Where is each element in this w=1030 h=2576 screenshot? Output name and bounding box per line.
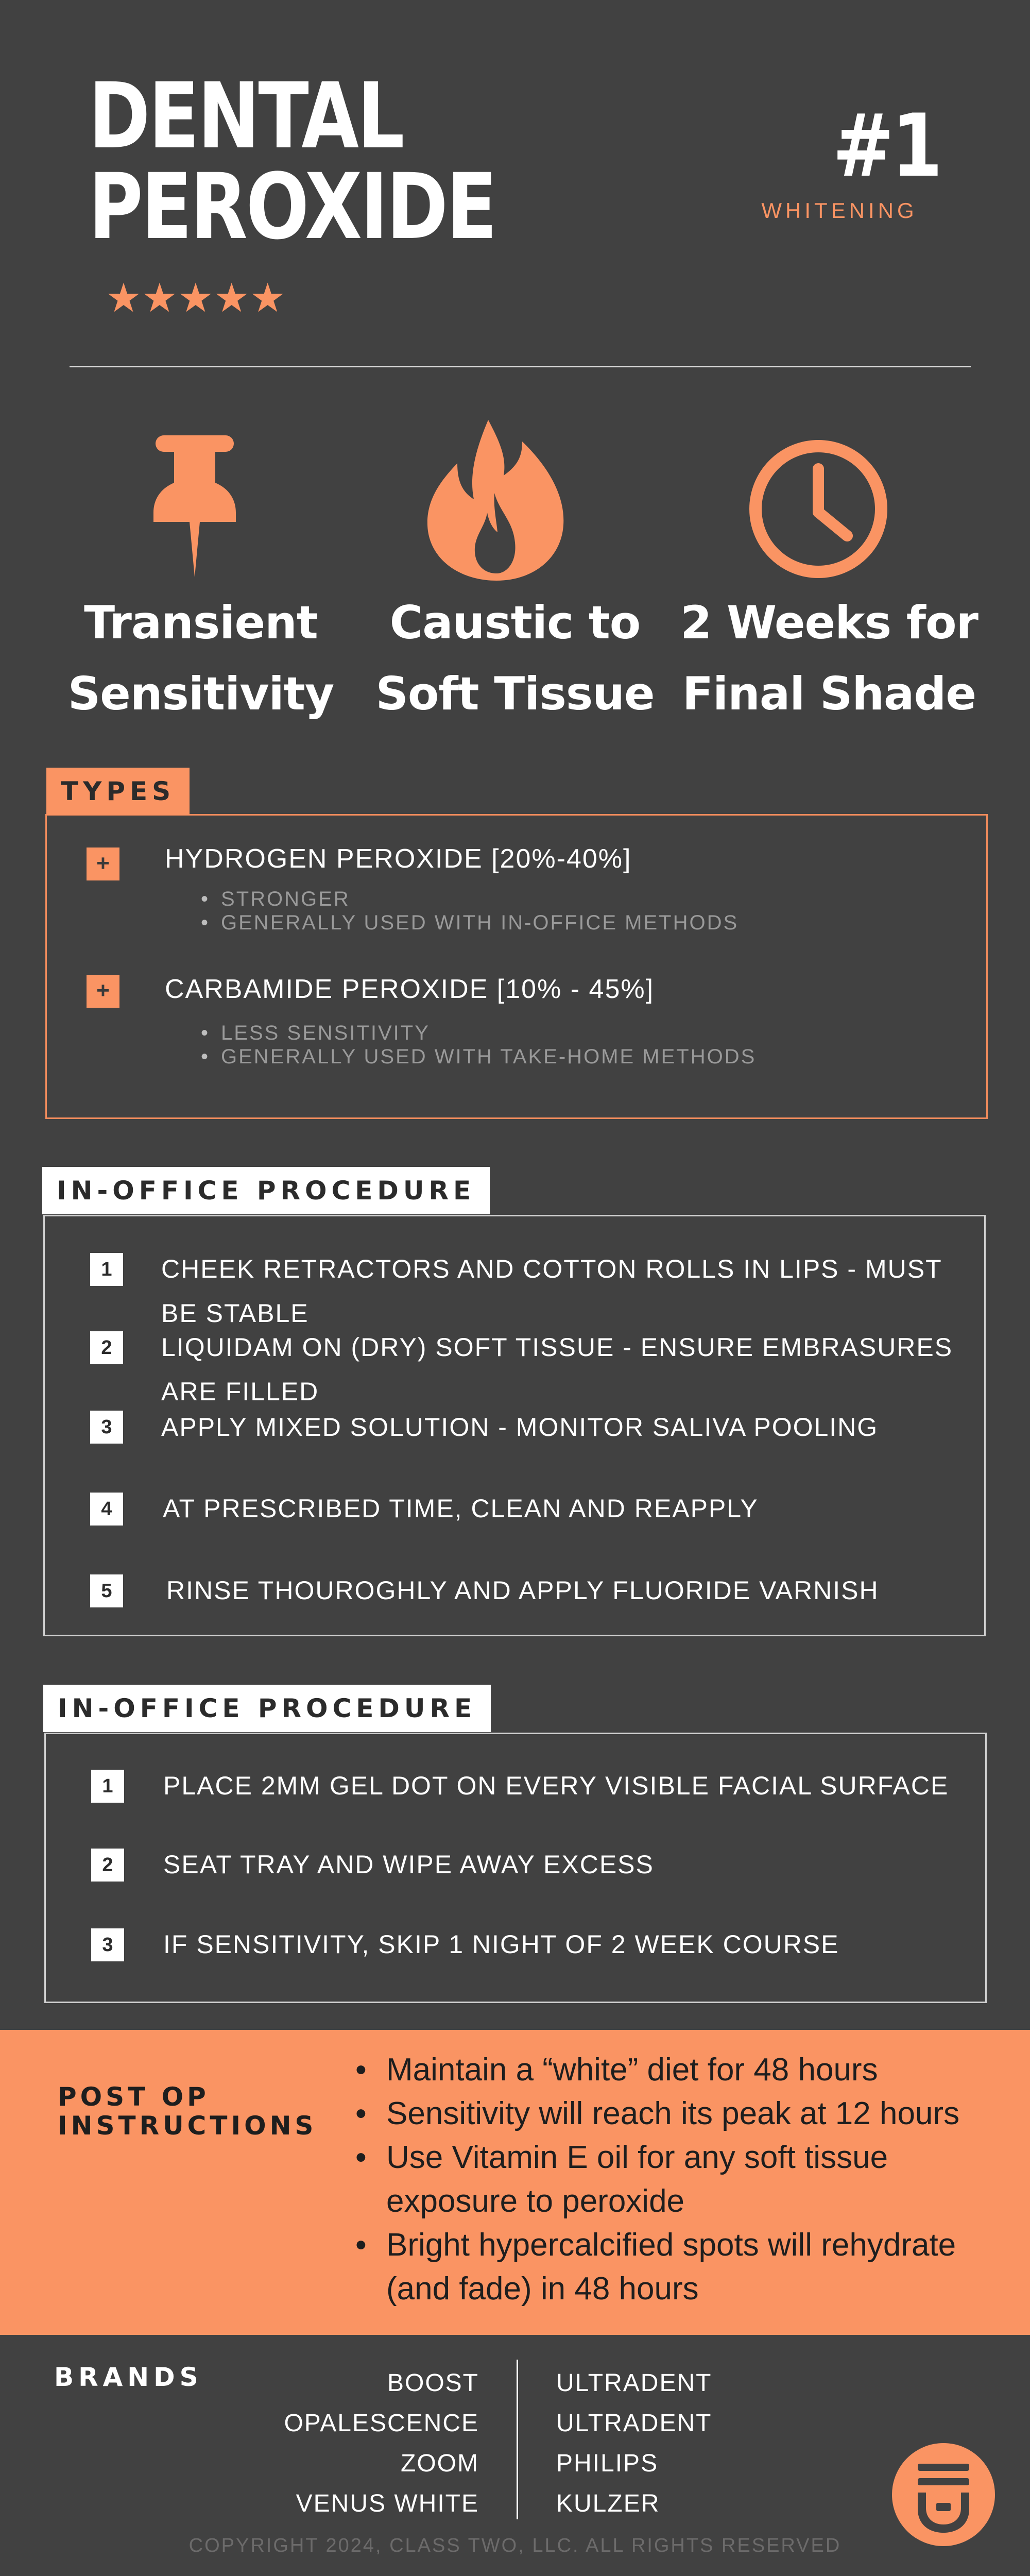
brand-maker: ULTRADENT	[556, 2369, 712, 2397]
list-item: • GENERALLY USED WITH TAKE-HOME METHODS	[201, 1045, 756, 1069]
step-text: IF SENSITIVITY, SKIP 1 NIGHT OF 2 WEEK COURSE	[163, 1930, 839, 1959]
brand-product: VENUS WHITE	[296, 2490, 479, 2517]
step-text: RINSE THOUROGHLY AND APPLY FLUORIDE VARNISH	[166, 1576, 879, 1605]
pin-icon	[153, 435, 236, 577]
step-text: SEAT TRAY AND WIPE AWAY EXCESS	[163, 1850, 654, 1879]
flame-icon	[426, 420, 565, 581]
step-number: 3	[91, 1928, 124, 1961]
list-item: • STRONGER	[201, 887, 739, 911]
step-number: 2	[90, 1331, 123, 1364]
post-op-list	[355, 2048, 1004, 2311]
in-office-procedure-tab: IN-OFFICE PROCEDURE	[42, 1167, 490, 1214]
list-item: • Bright hypercalcified spots will rehydrate (and fade) in 48 hours	[355, 2223, 1004, 2311]
brands-title: BRANDS	[54, 2362, 203, 2392]
brand-maker: ULTRADENT	[556, 2410, 712, 2437]
take-home-procedure-tab: IN-OFFICE PROCEDURE	[43, 1685, 491, 1732]
brand-product: OPALESCENCE	[284, 2410, 479, 2437]
feature-shade-label: 2 Weeks for Final Shade	[680, 596, 978, 720]
step-number: 3	[90, 1411, 123, 1444]
list-item: • LESS SENSITIVITY	[201, 1021, 756, 1045]
post-op-title: POST OP INSTRUCTIONS	[58, 2082, 317, 2141]
type-carbamide-bullets	[201, 1021, 756, 1069]
brand-product: ZOOM	[401, 2450, 479, 2477]
page-title: DENTAL PEROXIDE	[89, 63, 496, 260]
brands-divider	[517, 2360, 518, 2519]
step-number: 4	[90, 1493, 123, 1526]
step-text: AT PRESCRIBED TIME, CLEAN AND REAPPLY	[163, 1494, 759, 1523]
type-marker: +	[87, 975, 119, 1008]
clock-icon	[748, 439, 888, 579]
step-text: PLACE 2MM GEL DOT ON EVERY VISIBLE FACIAL SURFACE	[163, 1771, 949, 1800]
type-marker: +	[87, 848, 119, 880]
type-hydrogen-title: HYDROGEN PEROXIDE [20%-40%]	[165, 844, 632, 874]
type-hydrogen-bullets	[201, 887, 739, 935]
brand-maker: KULZER	[556, 2490, 660, 2517]
step-number: 1	[90, 1253, 123, 1286]
list-item: • Maintain a “white” diet for 48 hours	[355, 2048, 1004, 2092]
type-carbamide-title: CARBAMIDE PEROXIDE [10% - 45%]	[165, 974, 655, 1004]
rank-number: #1	[832, 95, 940, 196]
brand-maker: PHILIPS	[556, 2450, 659, 2477]
rank-label: WHITENING	[761, 198, 918, 223]
step-text: APPLY MIXED SOLUTION - MONITOR SALIVA POOLING	[161, 1413, 879, 1442]
list-item: • Use Vitamin E oil for any soft tissue exposure to peroxide	[355, 2136, 1004, 2223]
step-number: 5	[90, 1574, 123, 1607]
brand-product: BOOST	[387, 2369, 479, 2397]
step-number: 1	[91, 1770, 124, 1803]
step-text: LIQUIDAM ON (DRY) SOFT TISSUE - ENSURE EMBRASURES ARE FILLED	[161, 1333, 953, 1406]
feature-sensitivity-label: Transient Sensitivity	[67, 596, 334, 720]
copyright-footer: COPYRIGHT 2024, CLASS TWO, LLC. ALL RIGHTS RESERVED	[188, 2535, 842, 2556]
step-text: CHEEK RETRACTORS AND COTTON ROLLS IN LIPS - MUST BE STABLE	[161, 1255, 942, 1328]
header-divider	[70, 366, 971, 367]
step-number: 2	[91, 1849, 124, 1882]
list-item: • GENERALLY USED WITH IN-OFFICE METHODS	[201, 911, 739, 935]
types-tab: TYPES	[46, 768, 190, 815]
list-item: • Sensitivity will reach its peak at 12 hours	[355, 2092, 1004, 2136]
class-two-logo-icon	[891, 2442, 996, 2547]
feature-caustic-label: Caustic to Soft Tissue	[375, 596, 655, 720]
rating-stars: ★★★★★	[106, 275, 286, 320]
